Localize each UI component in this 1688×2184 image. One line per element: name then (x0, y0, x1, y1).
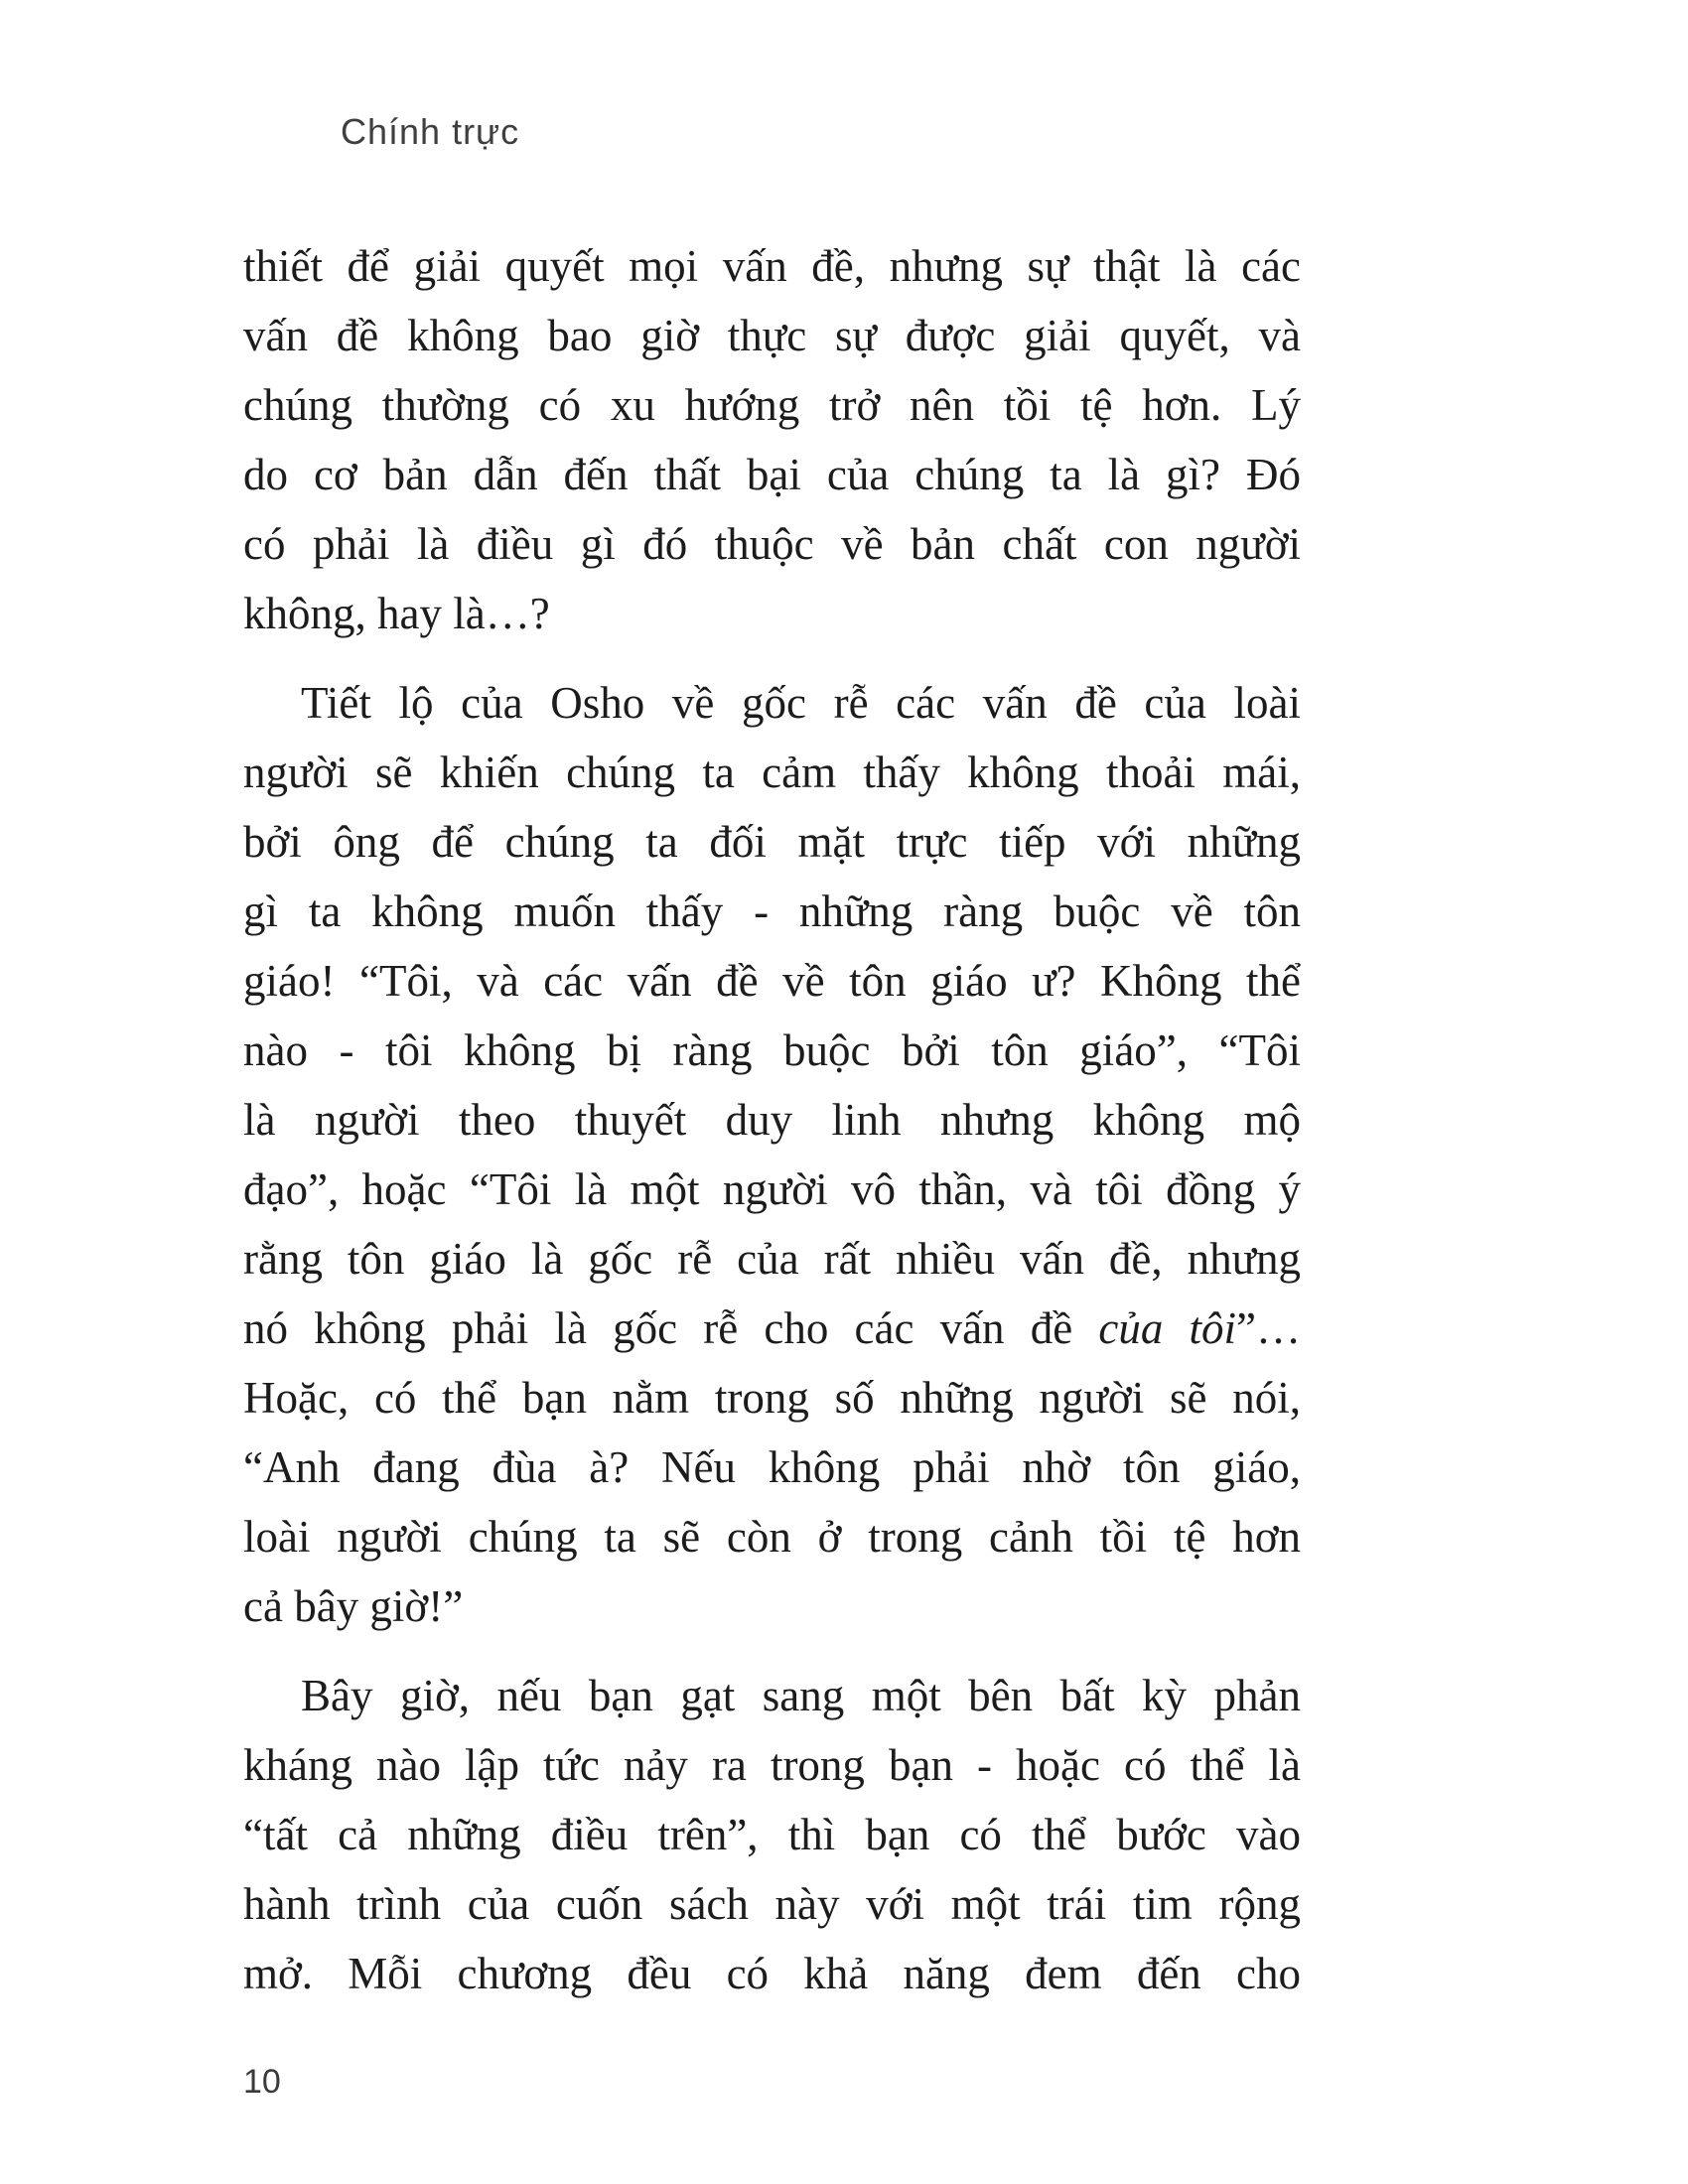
page-number: 10 (243, 2063, 281, 2101)
text-segment: ”… (1236, 1303, 1301, 1353)
body-text (243, 231, 1301, 2008)
paragraph-3 (243, 1661, 1301, 2008)
text-line: gì ta không muốn thấy - những ràng buộc về tôn (243, 887, 1301, 936)
text-line: có phải là điều gì đó thuộc về bản chất con người (243, 519, 1301, 569)
text-line: đạo”, hoặc “Tôi là một người vô thần, và tôi đồng ý (243, 1164, 1301, 1214)
text-line: mở. Mỗi chương đều có khả năng đem đến cho (243, 1949, 1301, 1998)
text-line: “Anh đang đùa à? Nếu không phải nhờ tôn giáo, (243, 1442, 1301, 1492)
text-line: Tiết lộ của Osho về gốc rễ các vấn đề của loài (301, 678, 1301, 728)
text-line: loài người chúng ta sẽ còn ở trong cảnh tồi tệ hơn (243, 1512, 1301, 1562)
text-line: thiết để giải quyết mọi vấn đề, nhưng sự thật là các (243, 241, 1301, 291)
paragraph-1 (243, 231, 1301, 648)
text-line: “tất cả những điều trên”, thì bạn có thể bước vào (243, 1810, 1301, 1859)
text-line: cả bây giờ!” (243, 1581, 464, 1631)
text-line: Bây giờ, nếu bạn gạt sang một bên bất kỳ phản (301, 1671, 1301, 1720)
running-header: Chính trực (341, 111, 520, 152)
text-line: hành trình của cuốn sách này với một trái tim rộng (243, 1879, 1301, 1929)
text-line-with-italic (243, 1294, 1301, 1363)
text-line: người sẽ khiến chúng ta cảm thấy không thoải mái, (243, 748, 1301, 797)
text-line: giáo! “Tôi, và các vấn đề về tôn giáo ư? Không thể (243, 956, 1301, 1006)
text-line: Hoặc, có thể bạn nằm trong số những người sẽ nói, (243, 1373, 1301, 1423)
paragraph-2 (243, 668, 1301, 1641)
text-segment: nó không phải là gốc rễ cho các vấn đề (243, 1303, 1099, 1353)
text-line: bởi ông để chúng ta đối mặt trực tiếp với những (243, 817, 1301, 867)
text-line: không, hay là…? (243, 589, 550, 638)
text-line: do cơ bản dẫn đến thất bại của chúng ta là gì? Đó (243, 450, 1301, 499)
text-line: rằng tôn giáo là gốc rễ của rất nhiều vấn đề, nhưng (243, 1234, 1301, 1284)
text-line: kháng nào lập tức nảy ra trong bạn - hoặc có thể là (243, 1740, 1301, 1790)
text-line: vấn đề không bao giờ thực sự được giải quyết, và (243, 311, 1301, 360)
italic-text-segment: của tôi (1098, 1303, 1237, 1353)
text-line: là người theo thuyết duy linh nhưng không mộ (243, 1095, 1301, 1145)
text-line: chúng thường có xu hướng trở nên tồi tệ hơn. Lý (243, 380, 1301, 430)
text-line: nào - tôi không bị ràng buộc bởi tôn giáo”, “Tôi (243, 1025, 1301, 1075)
